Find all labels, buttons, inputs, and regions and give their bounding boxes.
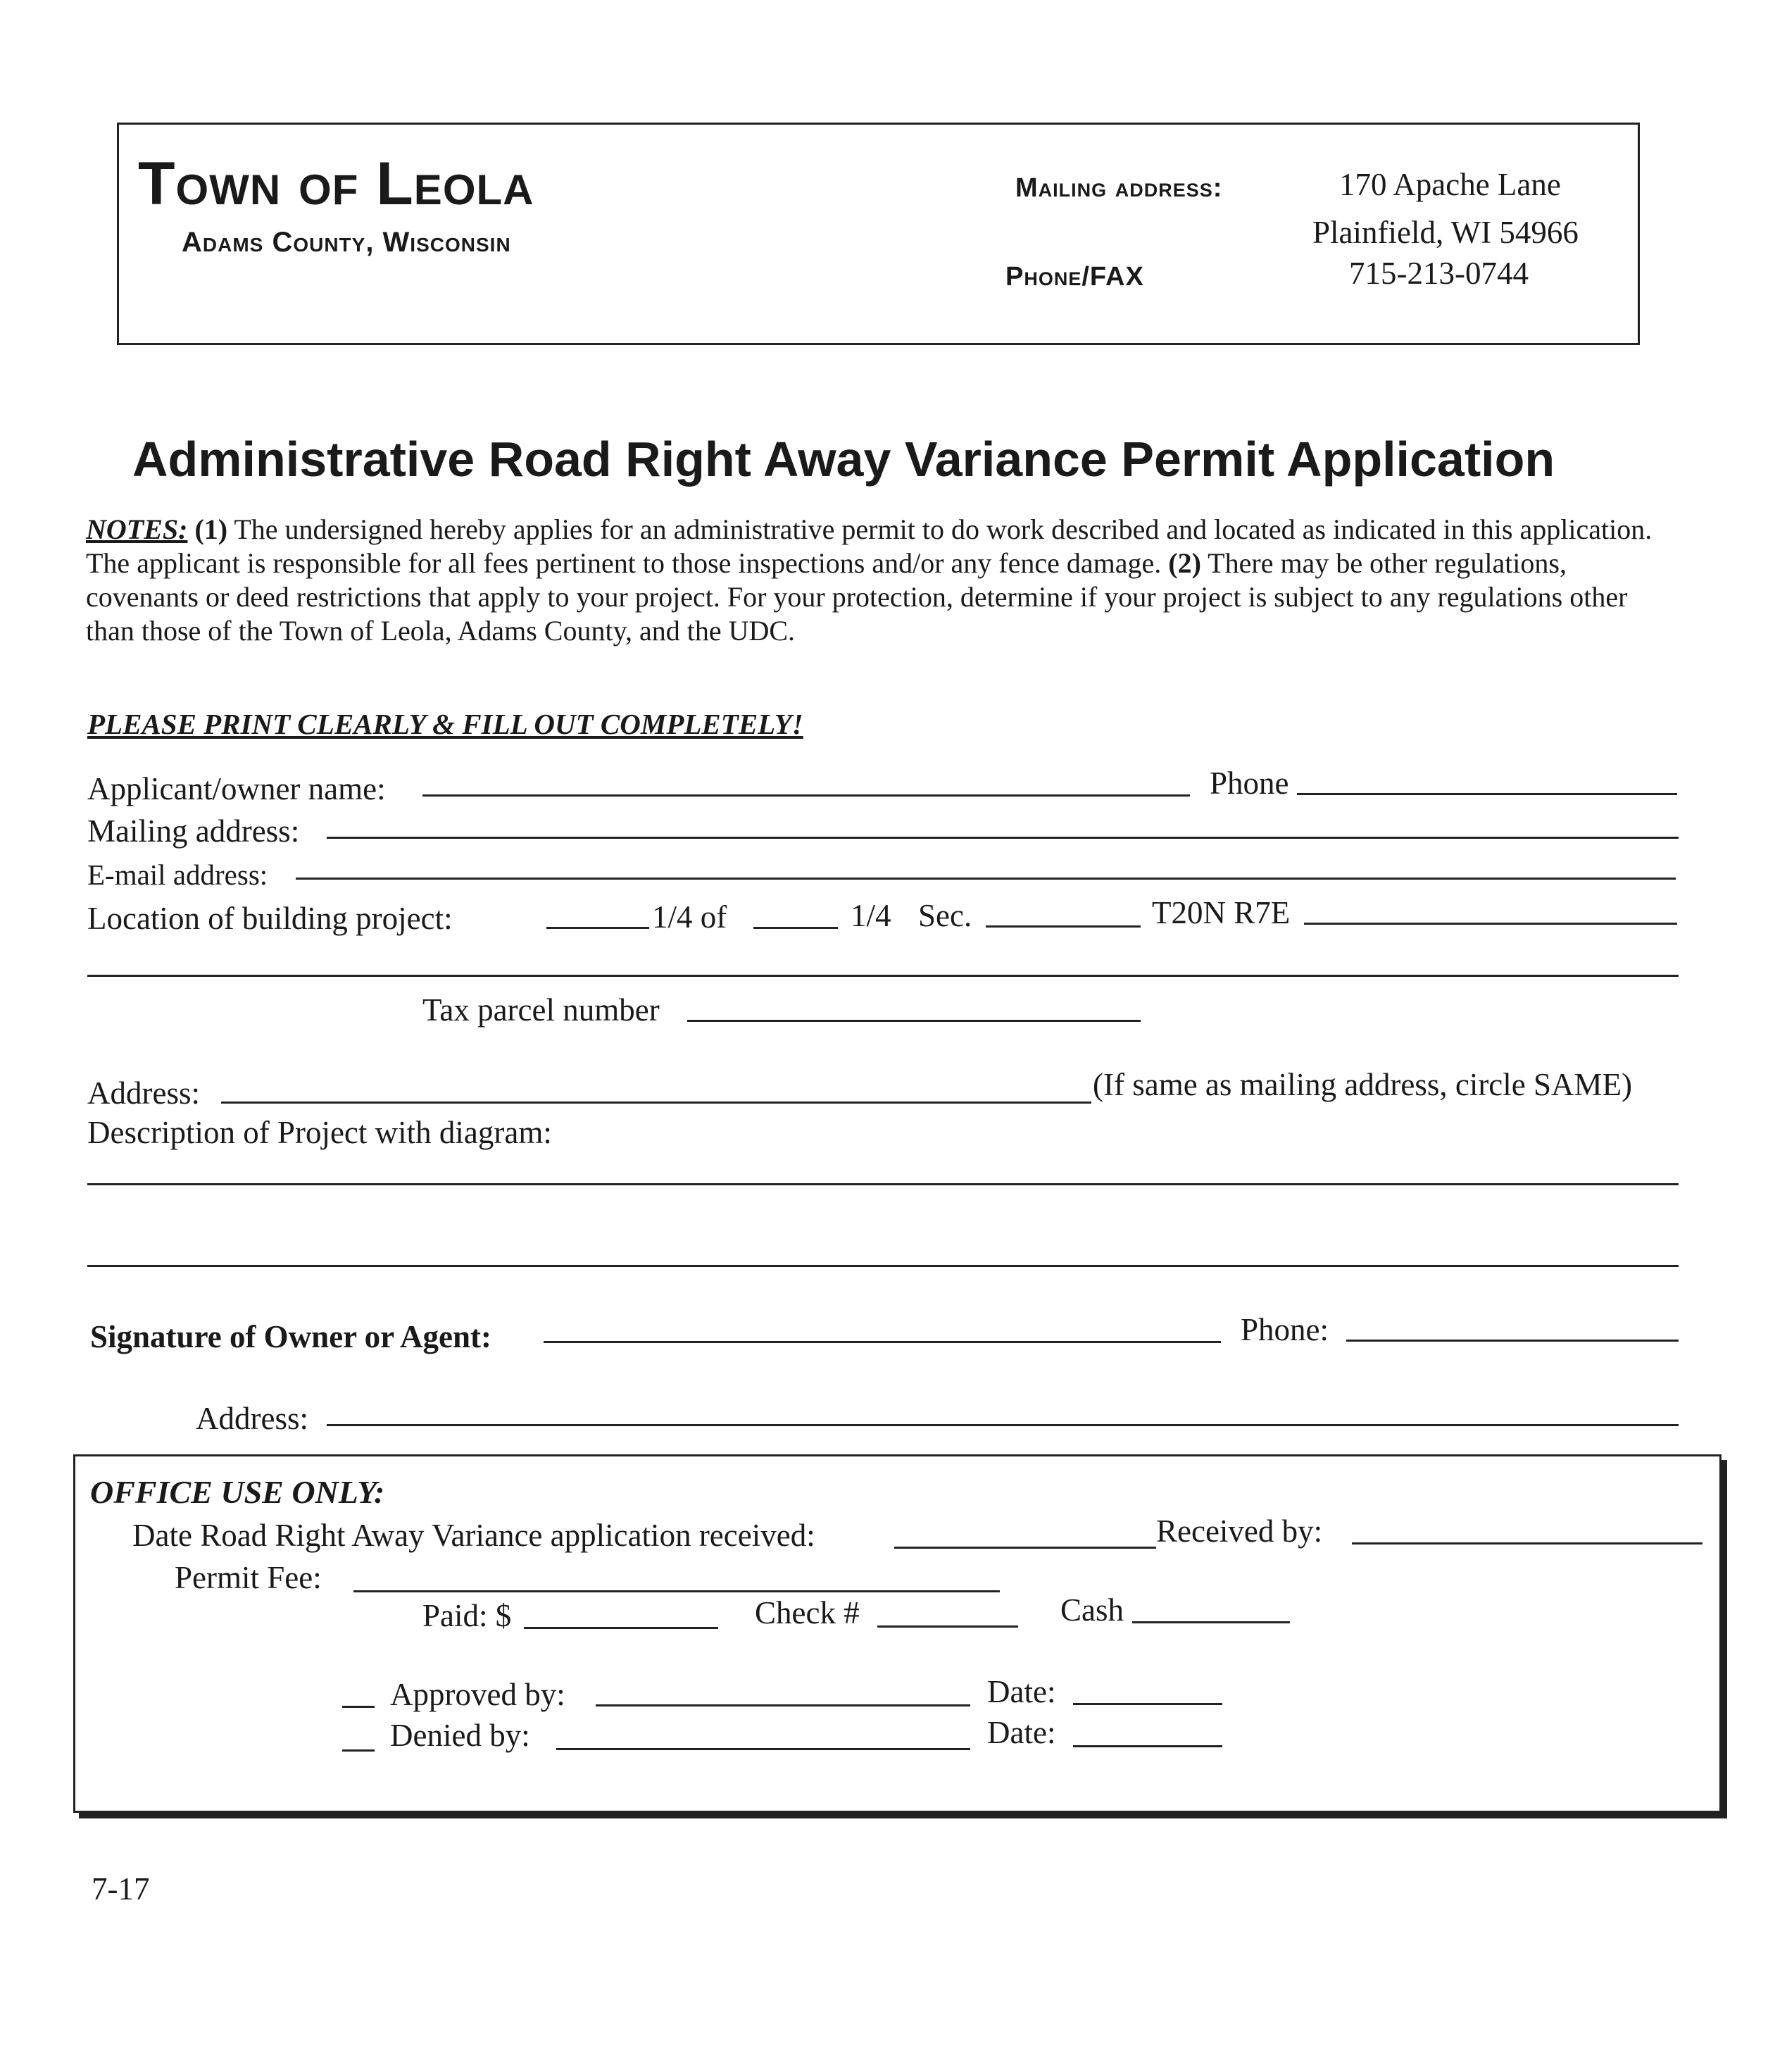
county-name: Adams County, Wisconsin (182, 227, 511, 258)
quarter-text: 1/4 (851, 898, 891, 933)
mailing-address-field-label: Mailing address: (87, 813, 300, 849)
denied-checkbox[interactable] (342, 1749, 375, 1752)
note-number-1: (1) (194, 513, 228, 545)
description-line-1[interactable] (87, 1183, 1679, 1185)
date-received-field[interactable] (894, 1547, 1156, 1549)
signature-field[interactable] (544, 1341, 1221, 1343)
approved-date-label: Date: (987, 1674, 1056, 1709)
permit-fee-field[interactable] (353, 1590, 1000, 1592)
mailing-address-label: Mailing address: (1015, 173, 1223, 203)
approved-by-field[interactable] (596, 1704, 970, 1706)
note-text-2: There may be other regulations, covenants or deed restrictions that apply to your project. For your protection, determine if your project is subject to any regulations other than those of the Town of Leola, Adams County, and the UDC. (86, 547, 1628, 647)
section-label: Sec. (918, 898, 972, 933)
notes-label: NOTES: (86, 513, 188, 545)
location-continuation-field[interactable] (87, 975, 1679, 977)
cash-label: Cash (1060, 1592, 1124, 1628)
township-field[interactable] (1304, 923, 1677, 925)
date-received-label: Date Road Right Away Variance application received: (132, 1518, 815, 1553)
revision-code: 7-17 (92, 1871, 150, 1906)
mailing-address-field[interactable] (327, 837, 1679, 839)
project-address-field[interactable] (221, 1101, 1091, 1104)
denied-by-field[interactable] (556, 1748, 970, 1750)
description-label: Description of Project with diagram: (87, 1115, 552, 1150)
office-use-title: OFFICE USE ONLY: (90, 1474, 385, 1510)
quarter-of-text: 1/4 of (652, 899, 727, 935)
cash-field[interactable] (1132, 1621, 1290, 1623)
project-address-label: Address: (87, 1075, 200, 1111)
signature-phone-label: Phone: (1241, 1312, 1329, 1347)
note-text-1: The undersigned hereby applies for an administrative permit to do work described and located as indicated in this application. The applicant is responsible for all fees pertinent to those inspections and/or any fence damage. (86, 513, 1653, 579)
instructions: PLEASE PRINT CLEARLY & FILL OUT COMPLETELY! (87, 708, 803, 740)
signature-address-field[interactable] (327, 1424, 1679, 1426)
mailing-address-line2: Plainfield, WI 54966 (1312, 215, 1579, 250)
notes-paragraph (86, 513, 1656, 648)
approved-by-label: Approved by: (390, 1677, 565, 1712)
phone-field[interactable] (1297, 793, 1677, 795)
check-number-label: Check # (755, 1595, 860, 1630)
signature-label: Signature of Owner or Agent: (90, 1319, 491, 1354)
same-address-note: (If same as mailing address, circle SAME) (1093, 1067, 1633, 1102)
denied-date-field[interactable] (1073, 1745, 1222, 1747)
approved-checkbox[interactable] (342, 1706, 375, 1708)
check-number-field[interactable] (877, 1625, 1018, 1628)
email-label: E-mail address: (87, 859, 268, 891)
paid-field[interactable] (524, 1627, 718, 1629)
approved-date-field[interactable] (1073, 1703, 1222, 1705)
phone-fax-number: 715-213-0744 (1349, 256, 1529, 291)
section-field[interactable] (986, 925, 1141, 928)
applicant-name-label: Applicant/owner name: (87, 771, 386, 806)
denied-by-label: Denied by: (390, 1718, 530, 1753)
quarter-quarter-field[interactable] (546, 927, 649, 929)
applicant-name-field[interactable] (422, 794, 1190, 797)
description-line-2[interactable] (87, 1265, 1679, 1267)
received-by-label: Received by: (1156, 1514, 1323, 1549)
email-field[interactable] (296, 878, 1676, 880)
tax-parcel-label: Tax parcel number (422, 992, 660, 1028)
form-title: Administrative Road Right Away Variance Permit Application (132, 432, 1555, 487)
paid-label: Paid: $ (422, 1598, 512, 1633)
township-range: T20N R7E (1152, 895, 1291, 930)
quarter-field[interactable] (753, 927, 838, 929)
note-number-2: (2) (1168, 547, 1201, 579)
mailing-address-line1: 170 Apache Lane (1339, 167, 1561, 202)
tax-parcel-field[interactable] (687, 1020, 1141, 1022)
phone-fax-label: Phone/FAX (1005, 262, 1144, 292)
phone-label: Phone (1210, 766, 1289, 801)
signature-address-label: Address: (196, 1401, 308, 1436)
denied-date-label: Date: (987, 1715, 1056, 1750)
received-by-field[interactable] (1352, 1542, 1703, 1544)
location-label: Location of building project: (87, 901, 453, 936)
permit-fee-label: Permit Fee: (175, 1560, 322, 1595)
signature-phone-field[interactable] (1346, 1340, 1679, 1342)
town-name: Town of Leola (138, 150, 534, 218)
